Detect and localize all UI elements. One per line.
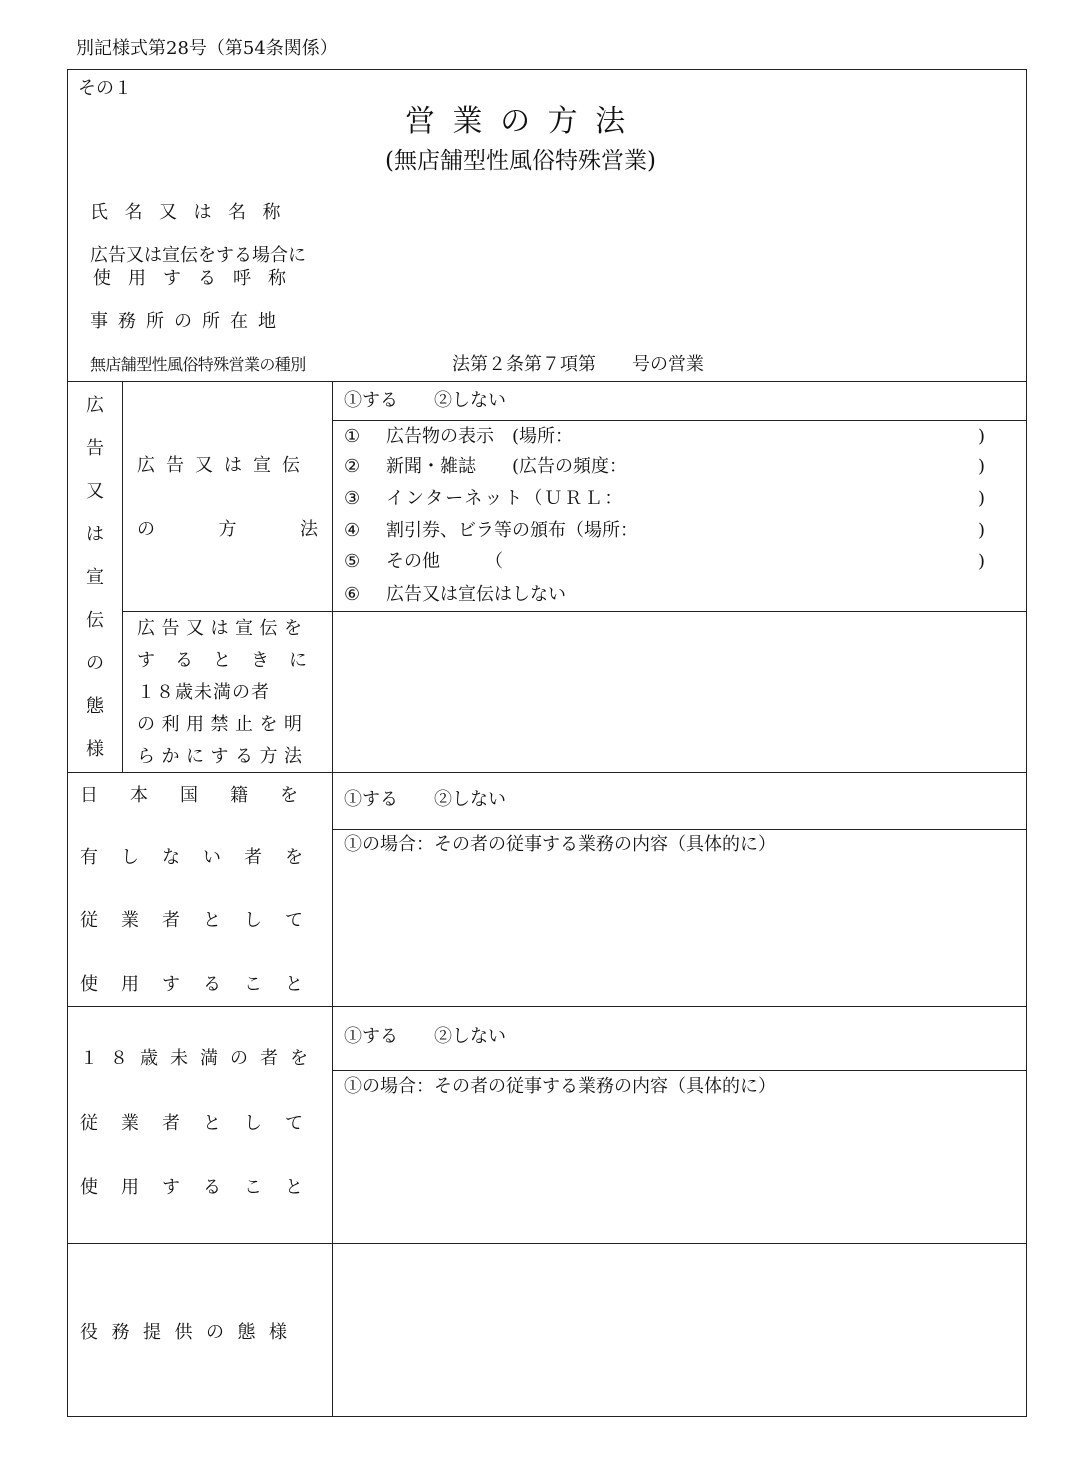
alias-label-line2: 使用する呼称 xyxy=(93,268,303,289)
page-title: 営 業 の 方 法 xyxy=(405,104,630,139)
page-label: その１ xyxy=(78,78,132,99)
foreign-detail: ①の場合：その者の従事する業務の内容（具体的に） xyxy=(344,834,776,855)
minor-employee-choice: ①する ②しない xyxy=(344,1026,506,1047)
ad-vertical-char: 様 xyxy=(86,739,104,760)
business-type-value: 法第２条第７項第 号の営業 xyxy=(452,354,704,375)
ad-vertical-char: の xyxy=(86,653,104,674)
ad-vertical-char: 又 xyxy=(86,481,104,502)
name-label: 氏名又は名称 xyxy=(90,202,297,223)
ad-choice: ①する ②しない xyxy=(344,390,506,411)
ad-vertical-char: 告 xyxy=(86,438,104,459)
alias-label-line1: 広告又は宣伝をする場合に xyxy=(90,245,306,266)
ad-method-label-line1: 広告又は宣伝 xyxy=(137,455,311,476)
ad-vertical-char: 伝 xyxy=(86,610,104,631)
foreign-choice: ①する ②しない xyxy=(344,789,506,810)
business-type-label: 無店舗型性風俗特殊営業の種別 xyxy=(90,355,306,374)
ad-vertical-char: は xyxy=(86,524,104,545)
ad-vertical-char: 態 xyxy=(86,696,104,717)
ad-vertical-char: 広 xyxy=(86,395,104,416)
page-subtitle: (無店舗型性風俗特殊営業) xyxy=(385,148,656,174)
office-label: 事務所の所在地 xyxy=(90,311,286,332)
service-label: 役務提供の態様 xyxy=(80,1322,301,1343)
form-number: 別記様式第28号（第54条関係） xyxy=(76,38,338,59)
ad-method-label-line2: の 方 法 xyxy=(137,519,318,540)
ad-vertical-char: 宣 xyxy=(86,567,104,588)
minor-employee-detail: ①の場合：その者の従事する業務の内容（具体的に） xyxy=(344,1076,776,1097)
